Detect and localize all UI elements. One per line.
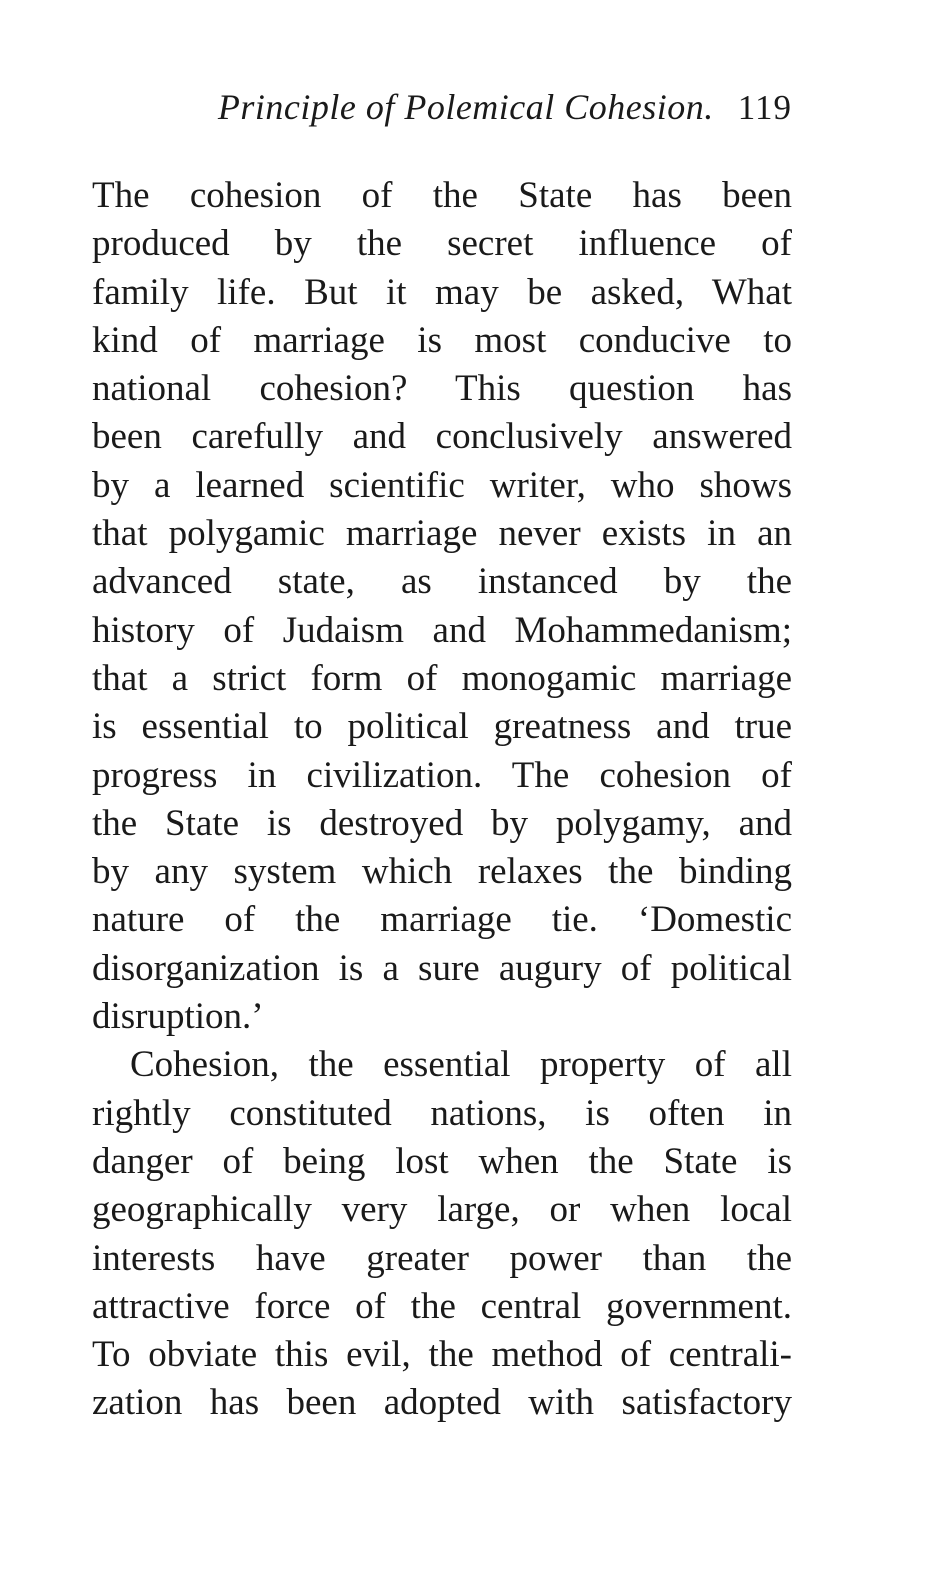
text-line: history of Judaism and Mohammedanism; (92, 609, 792, 651)
text-line: progress in civilization. The cohesion of (92, 754, 792, 796)
text-line: To obviate this evil, the method of centrali- (92, 1334, 792, 1376)
paragraph-2 (92, 1041, 792, 1427)
running-head (92, 84, 792, 130)
paragraph-1 (92, 172, 792, 1041)
text-line: produced by the secret influence of (92, 223, 792, 265)
text-line: disruption.’ (92, 996, 264, 1038)
text-line: rightly constituted nations, is often in (92, 1092, 792, 1134)
text-line: danger of being lost when the State is (92, 1140, 792, 1182)
text-line: that a strict form of monogamic marriage (92, 657, 792, 699)
text-line: is essential to political greatness and true (92, 706, 792, 748)
text-line: advanced state, as instanced by the (92, 561, 792, 603)
text-line: by a learned scientific writer, who shows (92, 464, 792, 506)
text-line: The cohesion of the State has been (92, 175, 792, 216)
text-line: family life. But it may be asked, What (92, 271, 792, 313)
text-line: national cohesion? This question has (92, 368, 792, 410)
text-line: the State is destroyed by polygamy, and (92, 802, 792, 844)
text-line: kind of marriage is most conducive to (92, 319, 792, 361)
text-line: by any system which relaxes the binding (92, 851, 792, 893)
text-line: geographically very large, or when local (92, 1189, 792, 1231)
text-line: been carefully and conclusively answered (92, 416, 792, 458)
text-line: nature of the marriage tie. ‘Domestic (92, 899, 792, 941)
text-line: zation has been adopted with satisfactory (92, 1382, 792, 1424)
running-title: Principle of Polemical Cohesion. (217, 87, 714, 127)
text-line: Cohesion, the essential property of all (130, 1044, 792, 1086)
body-text (92, 172, 792, 1428)
text-line: interests have greater power than the (92, 1237, 792, 1279)
page-number: 119 (737, 88, 792, 127)
book-page (92, 84, 792, 1428)
text-line: disorganization is a sure augury of political (92, 947, 792, 989)
text-line: that polygamic marriage never exists in an (92, 513, 792, 555)
text-line: attractive force of the central government. (92, 1285, 792, 1327)
